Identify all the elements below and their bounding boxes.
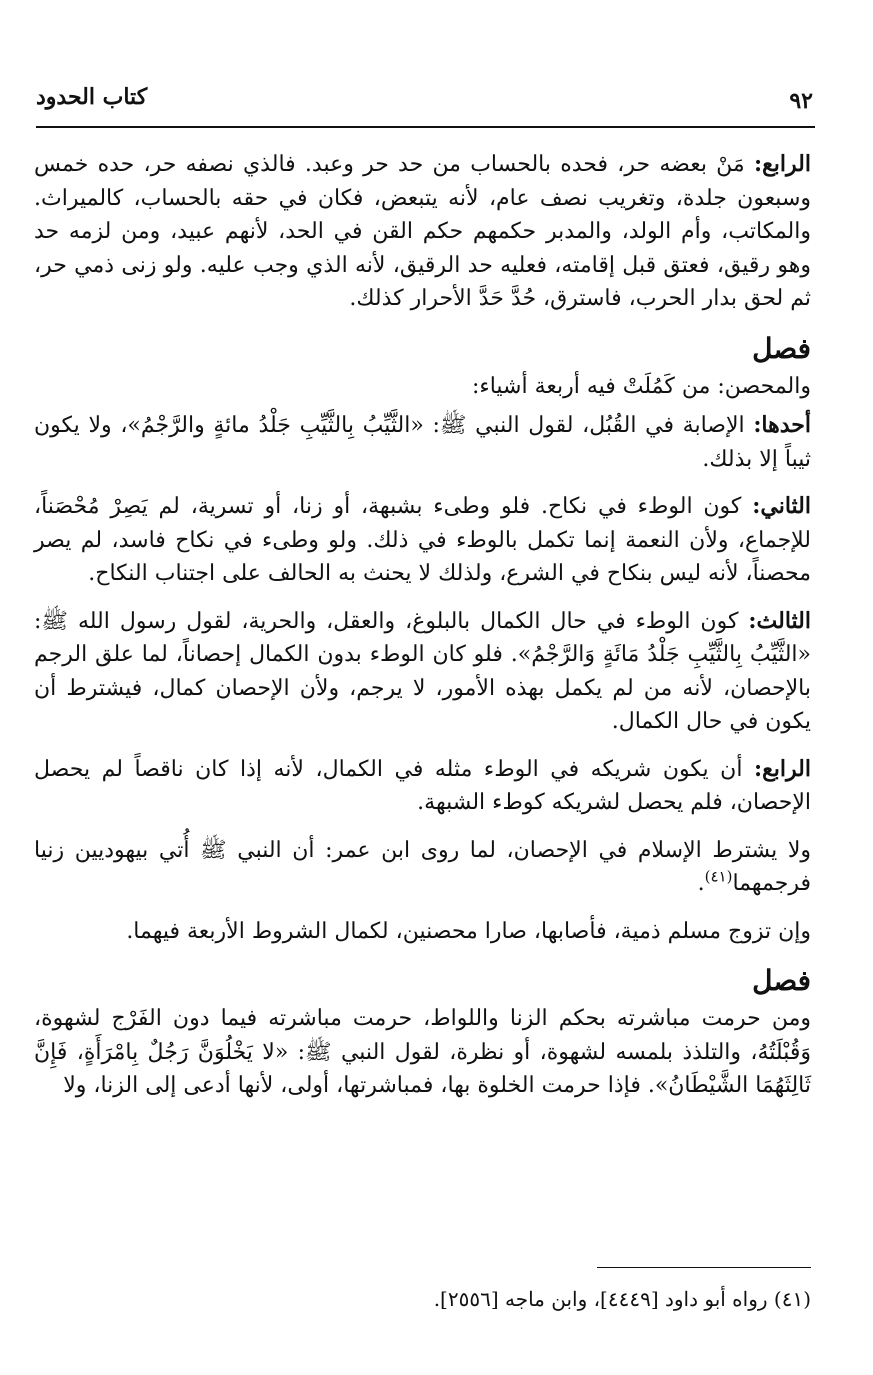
paragraph-lead: الرابع: xyxy=(753,755,811,782)
paragraph-islam-not-required xyxy=(34,834,811,901)
paragraph-text: كون الوطء في نكاح. فلو وطىء بشبهة، أو زنا، أو تسرية، لم يَصِرْ مُحْصَناً، للإجماع، ولأن النعمة إنما تكمل بالوطء في ذلك. ولو وطىء في نكاح فاسد، لم يصر محصناً، لأنه ليس بنكاح في الشرع، ولذلك لا يحنث به الحالف على اجتناب النكاح. xyxy=(34,494,811,586)
paragraph-muhsan-definition: والمحصن: من كَمُلَتْ فيه أربعة أشياء: xyxy=(471,373,811,399)
section-heading: فصل xyxy=(752,331,811,365)
running-title: كتاب الحدود xyxy=(36,84,148,110)
paragraph-second-condition xyxy=(34,490,811,591)
paragraph-prohibited-contact: ومن حرمت مباشرته بحكم الزنا واللواط، حرمت مباشرته فيما دون الفَرْج لشهوة، وَقُبْلَتُهُ، والتلذذ بلمسه لشهوة، أو نظرة، لقول النبي ﷺ: «لا يَخْلُوَنَّ رَجُلٌ بِامْرَأَةٍ، فَإِنَّ ثَالِثَهُمَا الشَّيْطَانُ». فإذا حرمت الخلوة بها، فمباشرتها، أولى، لأنها أدعى إلى الزنا، ولا xyxy=(34,1006,811,1098)
page-header xyxy=(36,80,813,120)
footnote-reference[interactable]: (٤١) xyxy=(704,867,733,886)
paragraph-fourth-condition xyxy=(34,753,811,820)
paragraph-fourth-partial-freedom xyxy=(34,148,811,316)
paragraph-lead: أحدها: xyxy=(753,412,811,438)
paragraph-text: أن يكون شريكه في الوطء مثله في الكمال، لأنه إذا كان ناقصاً لم يحصل الإحصان، فلم يحصل لشريكه كوطء الشبهة. xyxy=(34,756,811,815)
paragraph-lead: الثالث: xyxy=(748,607,811,634)
footnote: (٤١) رواه أبو داود [٤٤٤٩]، وابن ماجه [٢٥٥٦]. xyxy=(433,1287,811,1311)
section-heading: فصل xyxy=(752,964,811,997)
paragraph-text: ولا يشترط الإسلام في الإحصان، لما روى ابن عمر: أن النبي ﷺ أُتي بيهوديين زنيا فرجمهما xyxy=(34,837,811,896)
header-divider xyxy=(36,126,815,128)
footnote-divider xyxy=(597,1267,811,1268)
paragraph-text-end: . xyxy=(697,871,705,896)
paragraph-text: كون الوطء في حال الكمال بالبلوغ، والعقل، والحرية، لقول رسول الله ﷺ: «الثَّيِّبُ بِالثَّيِّبِ جَلْدُ مَائَةٍ وَالرَّجْمُ». فلو كان الوطء بدون الكمال إحصاناً، لما علق الرجم بالإحصان، لأنه من لم يكمل بهذه الأمور، لا يرجم، ولأن الإحصان كمال، فيشترط أن يكون في حال الكمال. xyxy=(34,608,811,734)
page-body xyxy=(34,148,811,1117)
paragraph-text: مَنْ بعضه حر، فحده بالحساب من حد حر وعبد. فالذي نصفه حر، حده خمس وسبعون جلدة، وتغريب نصف عام، لأنه يتبعض، فكان في حقه بالحساب، كالميراث. والمكاتب، وأم الولد، والمدبر حكمهم حكم القن في الحد، لأنهم عبيد، ومن لزمه حد وهو رقيق، فعتق قبل إقامته، فعليه حد الرقيق، لأنه الذي وجب عليه. ولو زنى ذمي حر، ثم لحق بدار الحرب، فاسترق، حُدَّ حَدَّ الأحرار كذلك. xyxy=(34,152,811,311)
paragraph-text: الإصابة في القُبُل، لقول النبي ﷺ: «الثَّيِّبُ بِالثَّيِّبِ جَلْدُ مائةٍ والرَّجْمُ»، ولا يكون ثيباً إلا بذلك. xyxy=(34,413,811,472)
paragraph-first-condition xyxy=(34,409,811,476)
paragraph-lead: الثاني: xyxy=(752,493,811,519)
paragraph-third-condition xyxy=(34,605,811,739)
paragraph-lead: الرابع: xyxy=(753,151,811,177)
page-number: ٩٢ xyxy=(789,88,813,114)
paragraph-muslim-dhimmi-marriage: وإن تزوج مسلم ذمية، فأصابها، صارا محصنين، لكمال الشروط الأربعة فيهما. xyxy=(126,918,811,944)
